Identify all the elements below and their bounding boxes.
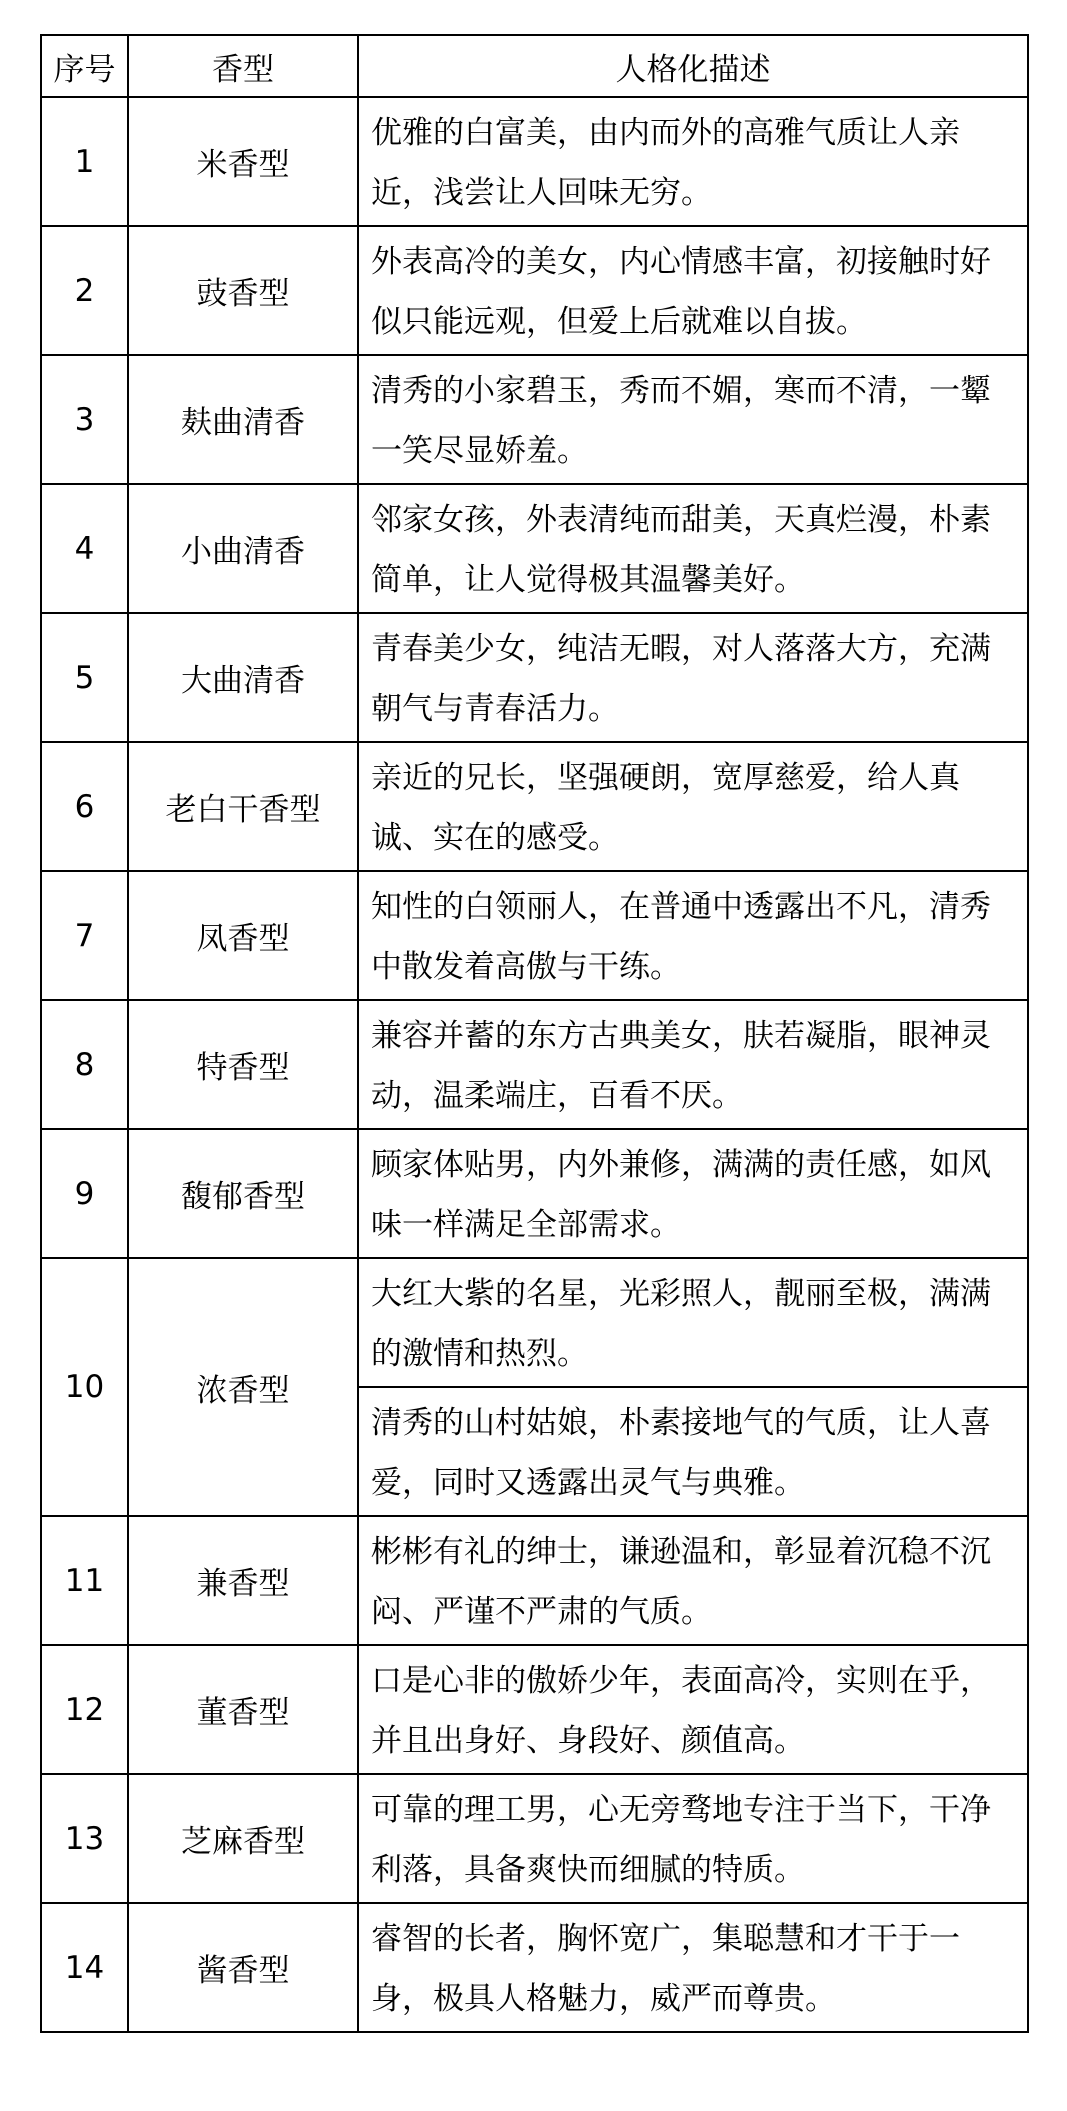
table-header [41, 35, 1028, 97]
row-description: 清秀的山村姑娘，朴素接地气的气质，让人喜爱，同时又透露出灵气与典雅。 [358, 1387, 1028, 1516]
row-index: 7 [41, 871, 128, 1000]
row-description: 口是心非的傲娇少年，表面高冷，实则在乎，并且出身好、身段好、颜值高。 [358, 1645, 1028, 1774]
row-aroma-type: 凤香型 [128, 871, 358, 1000]
row-aroma-type: 芝麻香型 [128, 1774, 358, 1903]
row-index: 10 [41, 1258, 128, 1516]
header-index: 序号 [41, 35, 128, 97]
row-index: 9 [41, 1129, 128, 1258]
row-aroma-type: 老白干香型 [128, 742, 358, 871]
row-description: 外表高冷的美女，内心情感丰富，初接触时好似只能远观，但爱上后就难以自拔。 [358, 226, 1028, 355]
header-row [41, 35, 1028, 97]
table-row [41, 226, 1028, 355]
row-aroma-type: 米香型 [128, 97, 358, 226]
row-description: 邻家女孩，外表清纯而甜美，天真烂漫，朴素简单，让人觉得极其温馨美好。 [358, 484, 1028, 613]
table-row [41, 613, 1028, 742]
row-index: 2 [41, 226, 128, 355]
row-description: 顾家体贴男，内外兼修，满满的责任感，如风味一样满足全部需求。 [358, 1129, 1028, 1258]
table-row [41, 484, 1028, 613]
row-aroma-type: 馥郁香型 [128, 1129, 358, 1258]
row-index: 5 [41, 613, 128, 742]
row-description: 大红大紫的名星，光彩照人，靓丽至极，满满的激情和热烈。 [358, 1258, 1028, 1387]
row-index: 13 [41, 1774, 128, 1903]
row-index: 8 [41, 1000, 128, 1129]
row-description: 可靠的理工男，心无旁骛地专注于当下，干净利落，具备爽快而细腻的特质。 [358, 1774, 1028, 1903]
table-row [41, 1000, 1028, 1129]
table-row [41, 1516, 1028, 1645]
table-row [41, 1645, 1028, 1774]
table-row [41, 1258, 1028, 1387]
table-row [41, 742, 1028, 871]
row-index: 6 [41, 742, 128, 871]
row-description: 青春美少女，纯洁无暇，对人落落大方，充满朝气与青春活力。 [358, 613, 1028, 742]
aroma-table-container [40, 34, 1027, 2033]
row-aroma-type: 小曲清香 [128, 484, 358, 613]
row-aroma-type: 兼香型 [128, 1516, 358, 1645]
row-aroma-type: 麸曲清香 [128, 355, 358, 484]
row-aroma-type: 豉香型 [128, 226, 358, 355]
table-row [41, 355, 1028, 484]
row-description: 清秀的小家碧玉，秀而不媚，寒而不清，一颦一笑尽显娇羞。 [358, 355, 1028, 484]
table-row [41, 1903, 1028, 2032]
row-index: 4 [41, 484, 128, 613]
row-index: 3 [41, 355, 128, 484]
row-description: 知性的白领丽人，在普通中透露出不凡，清秀中散发着高傲与干练。 [358, 871, 1028, 1000]
row-aroma-type: 大曲清香 [128, 613, 358, 742]
table-body [41, 97, 1028, 2032]
row-description: 优雅的白富美，由内而外的高雅气质让人亲近，浅尝让人回味无穷。 [358, 97, 1028, 226]
row-description: 兼容并蓄的东方古典美女，肤若凝脂，眼神灵动，温柔端庄，百看不厌。 [358, 1000, 1028, 1129]
row-aroma-type: 酱香型 [128, 1903, 358, 2032]
table-row [41, 1129, 1028, 1258]
row-aroma-type: 特香型 [128, 1000, 358, 1129]
row-index: 11 [41, 1516, 128, 1645]
header-description: 人格化描述 [358, 35, 1028, 97]
header-type: 香型 [128, 35, 358, 97]
row-aroma-type: 董香型 [128, 1645, 358, 1774]
row-description: 彬彬有礼的绅士，谦逊温和，彰显着沉稳不沉闷、严谨不严肃的气质。 [358, 1516, 1028, 1645]
row-aroma-type: 浓香型 [128, 1258, 358, 1516]
row-description: 睿智的长者，胸怀宽广，集聪慧和才干于一身，极具人格魅力，威严而尊贵。 [358, 1903, 1028, 2032]
row-index: 1 [41, 97, 128, 226]
table-row [41, 97, 1028, 226]
table-row [41, 1774, 1028, 1903]
row-index: 14 [41, 1903, 128, 2032]
row-description: 亲近的兄长，坚强硬朗，宽厚慈爱，给人真诚、实在的感受。 [358, 742, 1028, 871]
row-index: 12 [41, 1645, 128, 1774]
table-row [41, 871, 1028, 1000]
aroma-personification-table [40, 34, 1029, 2033]
